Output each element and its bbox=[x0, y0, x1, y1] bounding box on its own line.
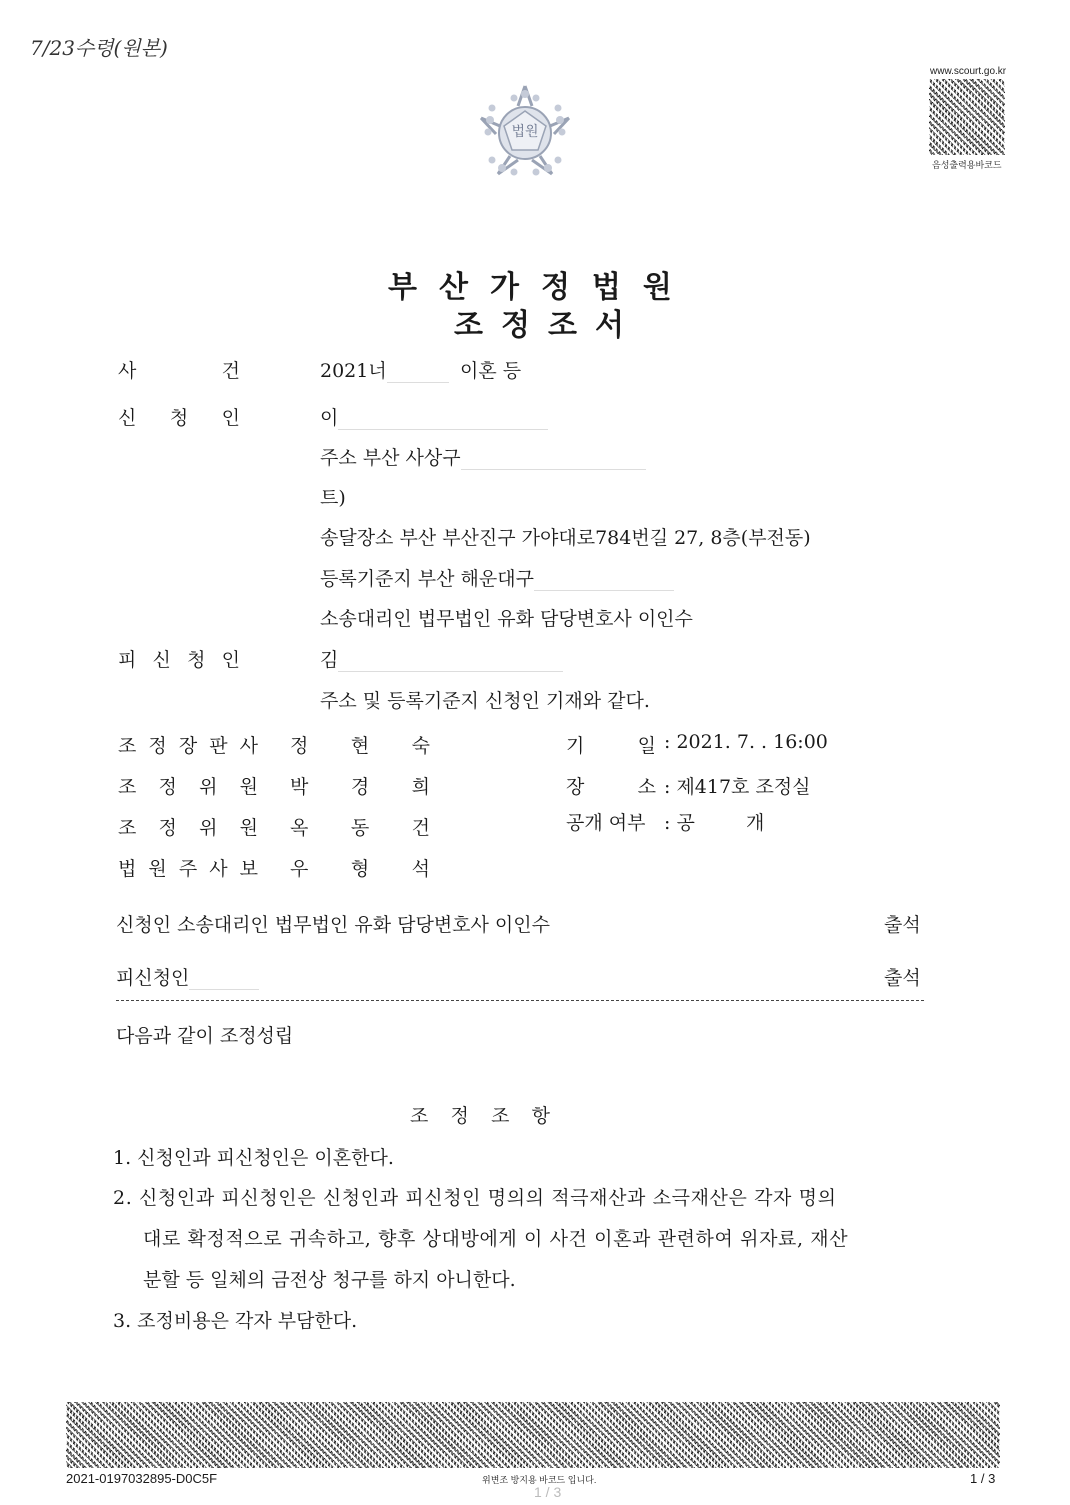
official-role: 조 정 위 원 bbox=[118, 776, 258, 798]
attendance-status: 출석 bbox=[884, 967, 921, 989]
terms-title: 조 정 조 항 bbox=[410, 1105, 550, 1127]
page-number-faint: 1 / 3 bbox=[534, 1484, 562, 1500]
official-role: 법 원 주 사 보 bbox=[118, 858, 258, 880]
respondent-address: 주소 및 등록기준지 신청인 기재와 같다. bbox=[320, 690, 650, 712]
barcode-caption: 음성출력용바코드 bbox=[932, 160, 1002, 170]
applicant-name: 이 bbox=[320, 403, 548, 430]
court-name-title: 부산가정법원 bbox=[388, 270, 694, 305]
place-label: 장 소 bbox=[566, 776, 656, 798]
term-2-continued: 분할 등 일체의 금전상 청구를 하지 아니한다. bbox=[143, 1269, 516, 1291]
case-number: 2021너 bbox=[320, 356, 449, 383]
place-value: : 제417호 조정실 bbox=[664, 776, 811, 798]
attendance-respondent: 피신청인 bbox=[116, 963, 259, 990]
date-value: : 2021. 7. . 16:00 bbox=[664, 731, 828, 753]
page-number: 1 / 3 bbox=[970, 1471, 996, 1486]
applicant-service-place: 송달장소 부산 부산진구 가야대로784번길 27, 8층(부전동) bbox=[320, 527, 811, 549]
attendance-applicant: 신청인 소송대리인 법무법인 유화 담당변호사 이인수 bbox=[116, 914, 550, 936]
official-name: 우 형 석 bbox=[290, 858, 430, 880]
term-2: 2. 신청인과 피신청인은 신청인과 피신청인 명의의 적극재산과 소극재산은 각자 명의 bbox=[113, 1187, 837, 1209]
term-2-continued: 대로 확정적으로 귀속하고, 향후 상대방에게 이 사건 이혼과 관련하여 위자료, 재산 bbox=[143, 1228, 849, 1250]
case-name: 이혼 등 bbox=[460, 360, 522, 382]
result-statement: 다음과 같이 조정성립 bbox=[116, 1025, 294, 1047]
applicant-attorney: 소송대리인 법무법인 유화 담당변호사 이인수 bbox=[320, 608, 693, 630]
anti-forgery-note: 위변조 방지용 바코드 입니다. bbox=[482, 1475, 597, 1485]
term-3: 3. 조정비용은 각자 부담한다. bbox=[113, 1310, 358, 1332]
voice-output-barcode bbox=[929, 79, 1005, 155]
public-value-2: 개 bbox=[746, 812, 765, 834]
respondent-label: 피 신 청 인 bbox=[118, 649, 240, 671]
term-1: 1. 신청인과 피신청인은 이혼한다. bbox=[113, 1147, 394, 1169]
anti-forgery-barcode bbox=[66, 1402, 1000, 1468]
handwritten-receipt-note: 7/23수령(원본) bbox=[30, 36, 168, 60]
public-value: : 공 bbox=[664, 812, 695, 834]
emblem-label: 법원 bbox=[511, 124, 539, 140]
attendance-status: 출석 bbox=[884, 914, 921, 936]
official-role: 조 정 위 원 bbox=[118, 817, 258, 839]
applicant-label: 신 청 인 bbox=[118, 407, 240, 429]
respondent-name: 김 bbox=[320, 645, 563, 672]
date-label: 기 일 bbox=[566, 735, 656, 757]
applicant-registry: 등록기준지 부산 해운대구 bbox=[320, 564, 674, 591]
case-label: 사 건 bbox=[118, 360, 240, 382]
document-id: 2021-0197032895-D0C5F bbox=[66, 1471, 218, 1486]
official-name: 옥 동 건 bbox=[290, 817, 430, 839]
applicant-address-continued: 트) bbox=[320, 487, 346, 509]
public-label: 공개 여부 bbox=[566, 812, 646, 834]
divider bbox=[116, 1000, 924, 1001]
official-name: 박 경 희 bbox=[290, 776, 430, 798]
official-role: 조 정 장 판 사 bbox=[118, 735, 258, 757]
official-name: 정 현 숙 bbox=[290, 735, 430, 757]
document-title: 조정조서 bbox=[454, 308, 642, 343]
applicant-address: 주소 부산 사상구 bbox=[320, 443, 646, 470]
site-url: www.scourt.go.kr bbox=[930, 66, 1007, 77]
